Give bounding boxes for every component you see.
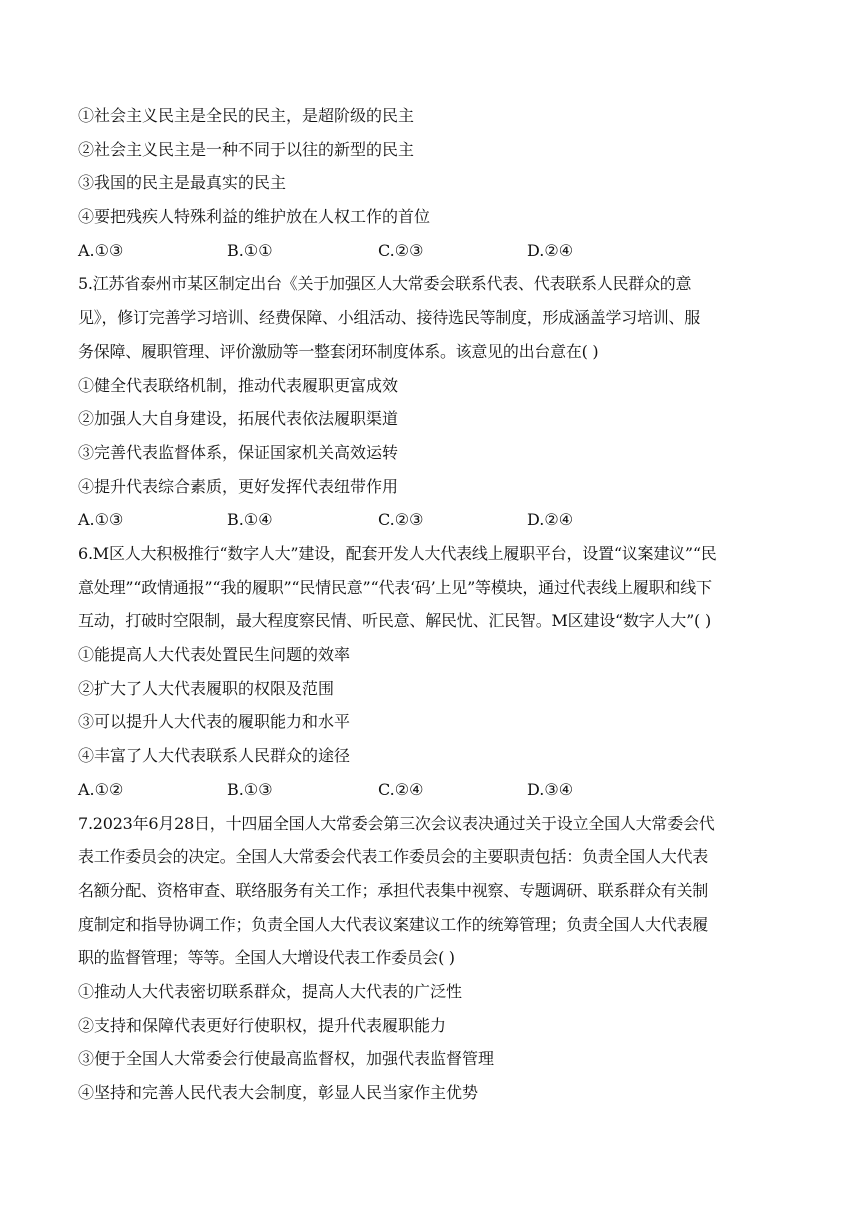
q6-answer-choices [78,779,798,801]
q6-choice-a: A.①② [78,780,124,799]
q7-stem-line-4: 度制定和指导协调工作；负责全国人大代表议案建议工作的统筹管理；负责全国人大代表履 [78,915,709,934]
q7-stem-line-2: 表工作委员会的决定。全国人大常委会代表工作委员会的主要职责包括：负责全国人大代表 [78,847,709,866]
q6-option-2: ②扩大了人大代表履职的权限及范围 [78,679,335,698]
q4-answer-choices [78,240,798,262]
q4-choice-c: C.②③ [378,241,424,260]
q4-choice-a: A.①③ [78,241,124,260]
q5-option-4: ④提升代表综合素质，更好发挥代表纽带作用 [78,477,399,496]
q6-choice-b: B.①③ [227,780,273,799]
q5-stem-line-3: 务保障、履职管理、评价激励等一整套闭环制度体系。该意见的出台意在( ) [78,342,599,361]
q6-stem-line-2: 意处理”“政情通报”“我的履职”“民情民意”“代表‘码’上见”等模块，通过代表线上履职和线下 [78,578,712,597]
q5-option-3: ③完善代表监督体系，保证国家机关高效运转 [78,443,399,462]
q6-option-4: ④丰富了人大代表联系人民群众的途径 [78,746,351,765]
q6-choice-d: D.③④ [527,780,574,799]
q5-stem-line-1: 5.江苏省泰州市某区制定出台《关于加强区人大常委会联系代表、代表联系人民群众的意 [78,274,692,293]
q6-option-3: ③可以提升人大代表的履职能力和水平 [78,712,351,731]
q6-stem-line-3: 互动，打破时空限制，最大程度察民情、听民意、解民忧、汇民智。M区建设“数字人大”( ) [78,611,711,630]
q4-option-1: ①社会主义民主是全民的民主，是超阶级的民主 [78,106,415,125]
q6-choice-c: C.②④ [378,780,424,799]
q5-stem-line-2: 见》，修订完善学习培训、经费保障、小组活动、接待选民等制度，形成涵盖学习培训、服 [78,308,701,327]
q4-option-4: ④要把残疾人特殊利益的维护放在人权工作的首位 [78,207,431,226]
q7-option-1: ①推动人大代表密切联系群众，提高人大代表的广泛性 [78,982,463,1001]
q7-stem-line-5: 职的监督管理；等等。全国人大增设代表工作委员会( ) [78,948,455,967]
q4-option-2: ②社会主义民主是一种不同于以往的新型的民主 [78,140,415,159]
q7-stem-line-1: 7.2023年6月28日，十四届全国人大常委会第三次会议表决通过关于设立全国人大常委会代 [78,814,715,833]
q7-option-4: ④坚持和完善人民代表大会制度，彰显人民当家作主优势 [78,1083,479,1102]
q4-choice-b: B.①① [227,241,273,260]
q5-option-1: ①健全代表联络机制，推动代表履职更富成效 [78,376,399,395]
q7-option-2: ②支持和保障代表更好行使职权，提升代表履职能力 [78,1016,447,1035]
q7-stem-line-3: 名额分配、资格审查、联络服务有关工作；承担代表集中视察、专题调研、联系群众有关制 [78,881,709,900]
q5-choice-b: B.①④ [227,510,273,529]
q5-choice-c: C.②③ [378,510,424,529]
q4-option-3: ③我国的民主是最真实的民主 [78,173,287,192]
q5-option-2: ②加强人大自身建设，拓展代表依法履职渠道 [78,409,399,428]
q6-option-1: ①能提高人大代表处置民生问题的效率 [78,645,351,664]
q4-choice-d: D.②④ [527,241,574,260]
q5-choice-d: D.②④ [527,510,574,529]
q7-option-3: ③便于全国人大常委会行使最高监督权，加强代表监督管理 [78,1049,495,1068]
q5-choice-a: A.①③ [78,510,124,529]
q6-stem-line-1: 6.M区人大积极推行“数字人大”建设，配套开发人大代表线上履职平台，设置“议案建议”“民 [78,544,717,563]
q5-answer-choices [78,509,798,531]
